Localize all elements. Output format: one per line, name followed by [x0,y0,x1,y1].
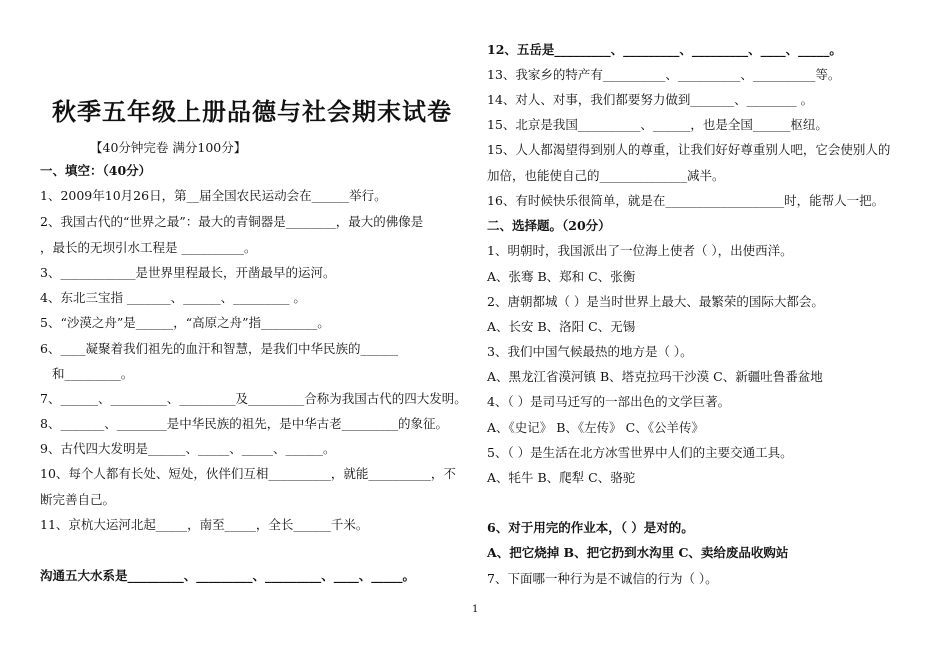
exam-info: 【40分钟完卷 满分100分】 [90,140,247,155]
page-number: 1 [472,604,479,615]
question-2-cont: ，最长的无坝引水工程是 __________。 [40,240,257,255]
question-1: 1、2009年10月26日，第__届全国农民运动会在______举行。 [40,188,387,203]
choice-options-6: A、把它烧掉 B、把它扔到水沟里 C、卖给废品收购站 [487,545,789,560]
choice-options-1: A、张骞 B、郑和 C、张衡 [487,269,636,284]
choice-question-7: 7、下面哪一种行为是不诚信的行为（ ）。 [487,571,718,586]
question-10-cont: 断完善自己。 [40,492,116,507]
question-6-cont: 和_________。 [52,366,134,381]
question-10: 10、每个人都有长处、短处，伙伴们互相__________，就能__________，不 [40,466,456,481]
choice-question-5: 5、（ ）是生活在北方冰雪世界中人们的主要交通工具。 [487,445,793,460]
question-6: 6、____凝聚着我们祖先的血汗和智慧，是我们中华民族的______ [40,341,398,356]
question-16: 16、有时候快乐很简单，就是在___________________时，能帮人一把。 [487,193,885,208]
choice-question-4: 4、（ ）是司马迁写的一部出色的文学巨著。 [487,394,731,409]
question-4: 4、东北三宝指 _______、______、_________ 。 [40,290,306,305]
question-14: 14、对人、对事，我们都要努力做到_______、________ 。 [487,92,814,107]
question-2: 2、我国古代的“世界之最”：最大的青铜器是________，最大的佛像是 [40,214,424,229]
page-title: 秋季五年级上册品德与社会期末试卷 [52,98,452,126]
section-fill-blank-heading: 一、填空：（40分） [40,163,152,178]
choice-question-1: 1、明朝时，我国派出了一位海上使者（ ），出使西洋。 [487,243,793,258]
question-8: 8、_______、________是中华民族的祖先，是中华古老_________的象征。 [40,416,448,431]
question-11-cont: 沟通五大水系是_________、_________、_________、____、_____。 [40,568,416,583]
question-3: 3、____________是世界里程最长，开凿最早的运河。 [40,265,336,280]
choice-options-2: A、长安 B、洛阳 C、无锡 [487,319,636,334]
choice-options-4: A、《史记》 B、《左传》 C、《公羊传》 [487,420,704,435]
section-choice-heading: 二、选择题。（20分） [487,218,611,233]
choice-question-6: 6、对于用完的作业本，（ ）是对的。 [487,520,694,535]
question-15b-cont: 加倍，也能使自己的______________减半。 [487,168,725,183]
question-7: 7、______、_________、_________及_________合称为我国古代的四大发明。 [40,391,467,406]
choice-options-5: A、牦牛 B、爬犁 C、骆驼 [487,470,636,485]
question-5: 5、“沙漠之舟”是______，“高原之舟”指_________。 [40,315,330,330]
choice-question-2: 2、唐朝都城（ ）是当时世界上最大、最繁荣的国际大都会。 [487,294,824,309]
question-13: 13、我家乡的特产有__________、__________、__________等。 [487,67,841,82]
choice-options-3: A、黑龙江省漠河镇 B、塔克拉玛干沙漠 C、新疆吐鲁番盆地 [487,369,823,384]
question-15b: 15、人人都渴望得到别人的尊重，让我们好好尊重别人吧，它会使别人的 [487,142,891,157]
question-9: 9、古代四大发明是______、_____、_____、______。 [40,441,336,456]
question-12: 12、五岳是_________、_________、_________、____、_____。 [487,42,842,57]
question-15a: 15、北京是我国__________、______，也是全国______枢纽。 [487,117,828,132]
choice-question-3: 3、我们中国气候最热的地方是（ ）。 [487,344,693,359]
question-11: 11、京杭大运河北起_____，南至_____，全长______千米。 [40,517,369,532]
